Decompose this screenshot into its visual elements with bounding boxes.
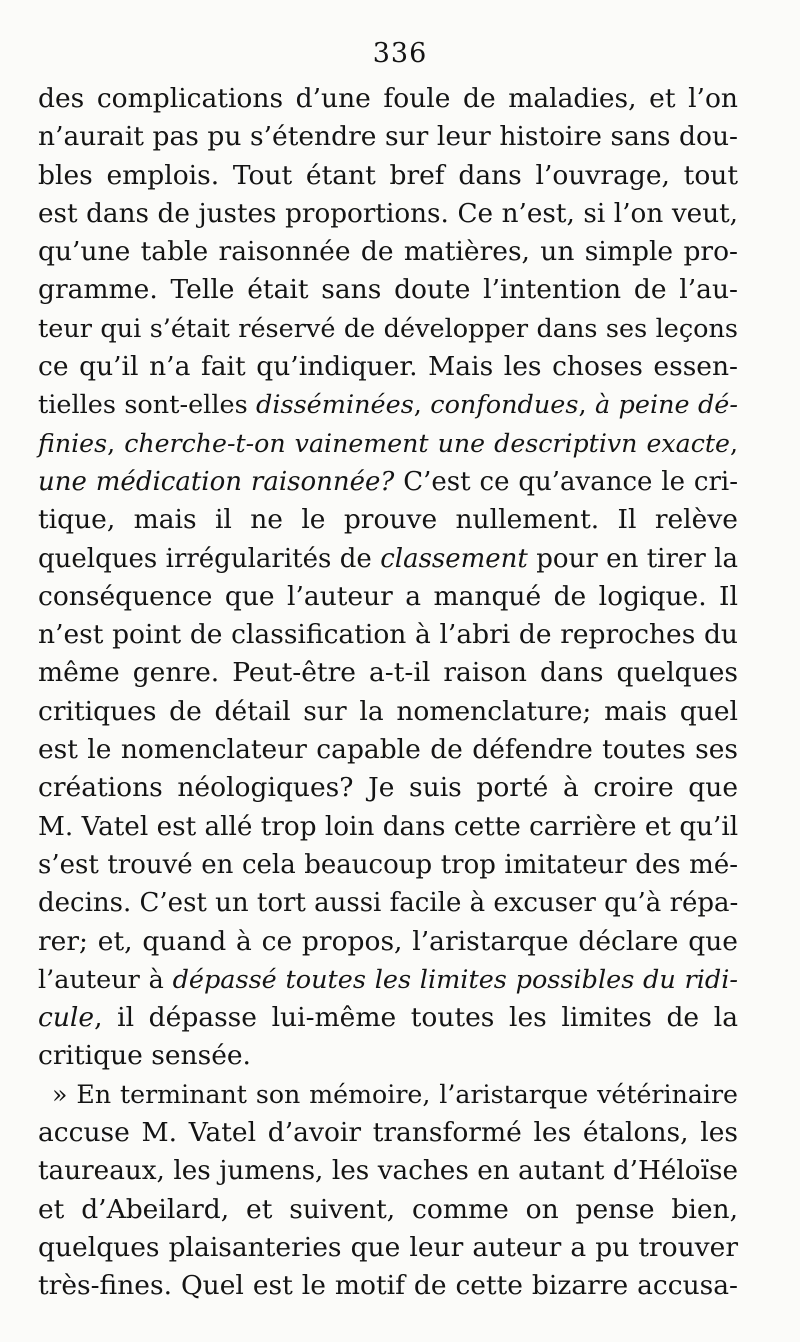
text-segment: , il dépasse lui-même toutes les limites de la	[94, 1002, 738, 1034]
text-segment: pour en tirer la	[527, 543, 738, 574]
text-segment: n’est point de classification à l’abri de reproches du	[38, 619, 738, 651]
text-segment: très-fines. Quel est le motif de cette bizarre accusa-	[38, 1270, 738, 1302]
italic-text: disséminées	[256, 390, 414, 421]
italic-text: cherche-t-on vainement une descriptivn exacte	[124, 428, 730, 458]
text-line	[38, 1114, 738, 1152]
text-line	[38, 654, 738, 692]
text-segment: C’est ce qu’avance le cri-	[394, 466, 738, 497]
text-segment: tielles sont-elles	[38, 390, 257, 421]
text-line	[38, 616, 738, 654]
text-line	[38, 195, 738, 233]
text-line	[38, 348, 738, 386]
text-segment: s’est trouvé en cela beaucoup trop imitateur des mé-	[38, 849, 738, 880]
italic-text: cule	[38, 1002, 95, 1034]
text-segment: teur qui s’était réservé de développer dans ses leçons	[38, 313, 738, 344]
text-segment: conséquence que l’auteur a manqué de logique. Il	[38, 580, 738, 612]
text-segment: taureaux, les jumens, les vaches en autant d’Héloïse	[38, 1156, 738, 1187]
text-line	[38, 1037, 738, 1075]
text-segment: ,	[729, 428, 738, 458]
text-line	[38, 310, 738, 348]
text-segment: accuse M. Vatel d’avoir transformé les étalons, les	[38, 1117, 738, 1149]
text-segment: ,	[107, 428, 125, 458]
text-segment: gramme. Telle était sans doute l’intention de l’au-	[38, 274, 738, 306]
text-segment: l’auteur à	[38, 964, 173, 995]
text-segment: qu’une table raisonnée de matières, un simple pro-	[38, 236, 738, 268]
text-line	[38, 808, 738, 846]
text-segment: des complications d’une foule de maladies, et l’on	[38, 83, 738, 114]
text-segment: tique, mais il ne le prouve nullement. Il relève	[38, 504, 738, 536]
text-segment: critiques de détail sur la nomenclature; mais quel	[38, 695, 738, 727]
text-line	[38, 1229, 738, 1267]
text-segment: critique sensée.	[38, 1040, 251, 1072]
text-line	[38, 731, 738, 769]
text-line	[38, 157, 738, 195]
text-segment: rer; et, quand à ce propos, l’aristarque déclare que	[38, 925, 738, 957]
text-line	[38, 501, 738, 539]
page-number: 336	[372, 38, 428, 69]
text-segment: même genre. Peut-être a-t-il raison dans quelques	[38, 657, 738, 689]
text-segment: est le nomenclateur capable de défendre toutes ses	[38, 734, 738, 766]
italic-text: dépassé toutes les limites possibles du ridi-	[172, 964, 738, 995]
body-text	[38, 80, 738, 1306]
text-line	[38, 386, 738, 424]
text-line	[38, 769, 738, 807]
text-line	[38, 425, 738, 463]
italic-text: une médication raisonnée?	[38, 466, 395, 497]
text-line	[38, 118, 738, 156]
text-line	[38, 1191, 738, 1229]
text-line	[38, 999, 738, 1037]
text-line	[38, 271, 738, 309]
text-line	[38, 693, 738, 731]
text-segment: decins. C’est un tort aussi facile à excuser qu’à répa-	[38, 888, 739, 919]
text-segment: » En terminant son mémoire, l’aristarque vétérinaire	[52, 1079, 738, 1109]
text-segment: est dans de justes proportions. Ce n’est, si l’on veut,	[38, 198, 738, 229]
text-segment: ,	[413, 390, 431, 421]
text-segment: quelques plaisanteries que leur auteur a pu trouver	[38, 1231, 738, 1263]
text-segment: ce qu’il n’a fait qu’indiquer. Mais les choses essen-	[38, 351, 738, 383]
italic-text: à peine dé-	[594, 390, 739, 421]
text-line	[38, 1267, 738, 1305]
text-segment: n’aurait pas pu s’étendre sur leur histoire sans dou-	[38, 121, 738, 153]
italic-text: confondues	[430, 390, 579, 421]
text-line	[38, 80, 738, 118]
text-line	[38, 540, 738, 578]
text-line	[38, 1152, 738, 1190]
text-line	[38, 884, 738, 922]
text-line	[38, 463, 738, 501]
text-line	[38, 578, 738, 616]
text-line	[38, 961, 738, 999]
text-segment: ,	[578, 390, 595, 421]
text-line	[38, 1076, 738, 1114]
text-segment: créations néologiques? Je suis porté à croire que	[38, 772, 738, 804]
italic-text: finies	[38, 428, 108, 458]
italic-text: classement	[380, 543, 528, 574]
text-line	[38, 846, 738, 884]
text-segment: et d’Abeilard, et suivent, comme on pense bien,	[38, 1193, 738, 1225]
text-line	[38, 233, 738, 271]
text-line	[38, 923, 738, 961]
text-segment: bles emplois. Tout étant bref dans l’ouvrage, tout	[38, 159, 738, 191]
text-segment: quelques irrégularités de	[38, 543, 381, 574]
text-segment: M. Vatel est allé trop loin dans cette carrière et qu’il	[38, 811, 739, 842]
